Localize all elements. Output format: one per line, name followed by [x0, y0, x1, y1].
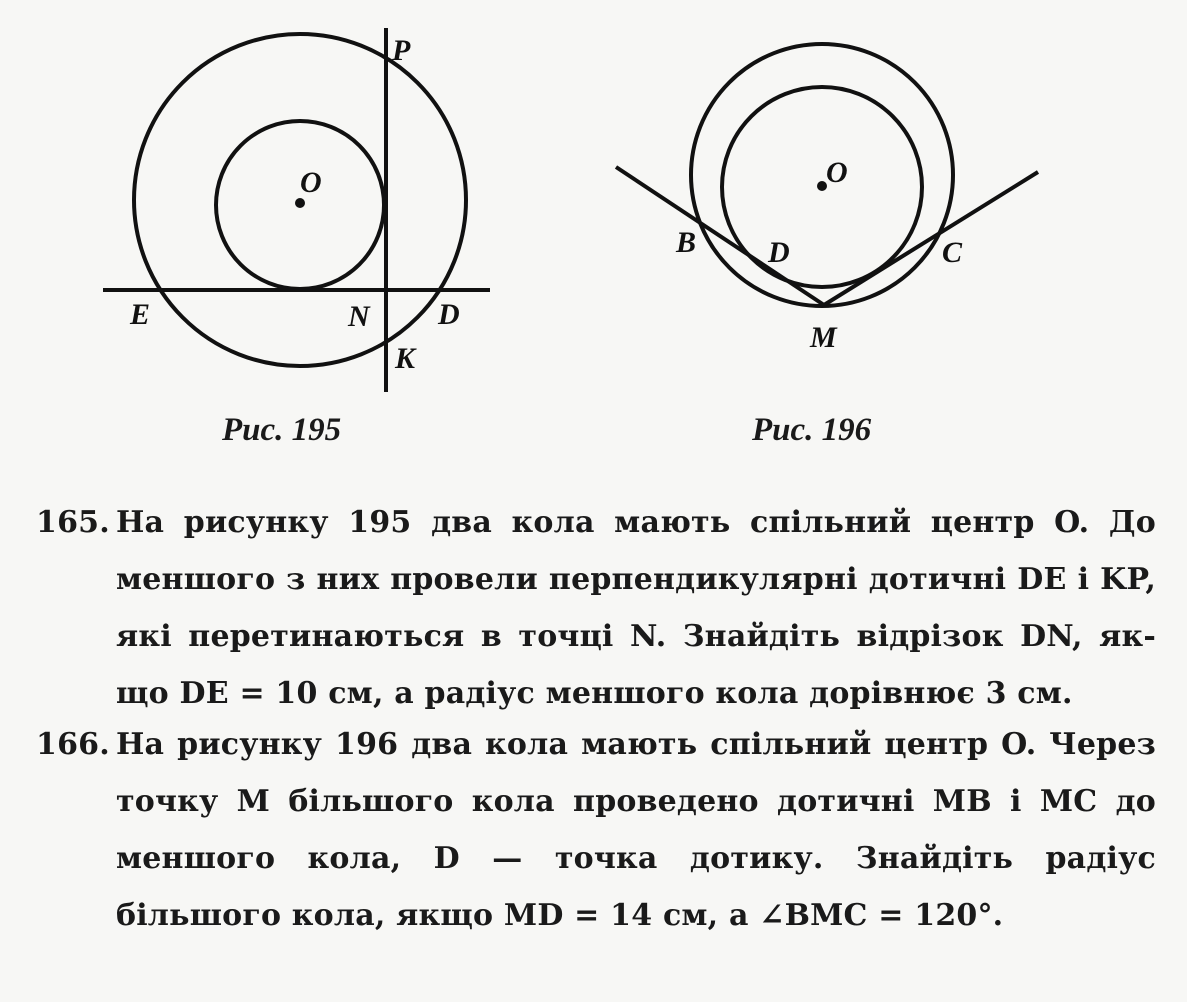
problem-line: точку M більшого кола проведено дотичні MB і MC до — [116, 784, 1156, 819]
figure-196-drawing — [590, 0, 1187, 460]
label-n: N — [348, 300, 370, 333]
label-o-195: O — [300, 166, 322, 199]
problem-number: 166. — [36, 727, 110, 762]
label-b: B — [676, 226, 697, 259]
problem-line: На рисунку 195 два кола мають спільний центр O. До — [116, 505, 1156, 540]
figure-195-drawing — [0, 0, 600, 460]
tangent-line-mb — [616, 167, 824, 305]
label-p: P — [392, 34, 411, 67]
tangent-line-mc — [824, 172, 1038, 305]
figure-195 — [0, 0, 600, 460]
label-d-196: D — [768, 236, 790, 269]
problem-165 — [36, 494, 1156, 722]
caption-196: Рис. 196 — [752, 412, 872, 448]
problem-line: які перетинаються в точці N. Знайдіть відрізок DN, як- — [116, 619, 1156, 654]
problem-number: 165. — [36, 505, 110, 540]
center-point-195 — [295, 198, 305, 208]
label-o-196: O — [826, 156, 848, 189]
problem-line: меншого кола, D — точка дотику. Знайдіть радіус — [116, 841, 1156, 876]
problem-line: більшого кола, якщо MD = 14 см, а ∠BMC = 120°. — [116, 898, 1004, 933]
label-d-195: D — [438, 298, 460, 331]
outer-circle-196 — [691, 44, 953, 306]
problem-166 — [36, 716, 1156, 944]
figure-196 — [590, 0, 1187, 460]
problem-line: На рисунку 196 два кола мають спільний центр O. Через — [116, 727, 1156, 762]
label-e: E — [130, 298, 151, 331]
caption-195: Рис. 195 — [222, 412, 342, 448]
problem-line: що DE = 10 см, а радіус меншого кола дорівнює 3 см. — [116, 676, 1073, 711]
problem-line: меншого з них провели перпендикулярні дотичні DE і KP, — [116, 562, 1156, 597]
label-m: M — [810, 321, 837, 354]
label-c: C — [942, 236, 963, 269]
label-k: K — [395, 342, 416, 375]
